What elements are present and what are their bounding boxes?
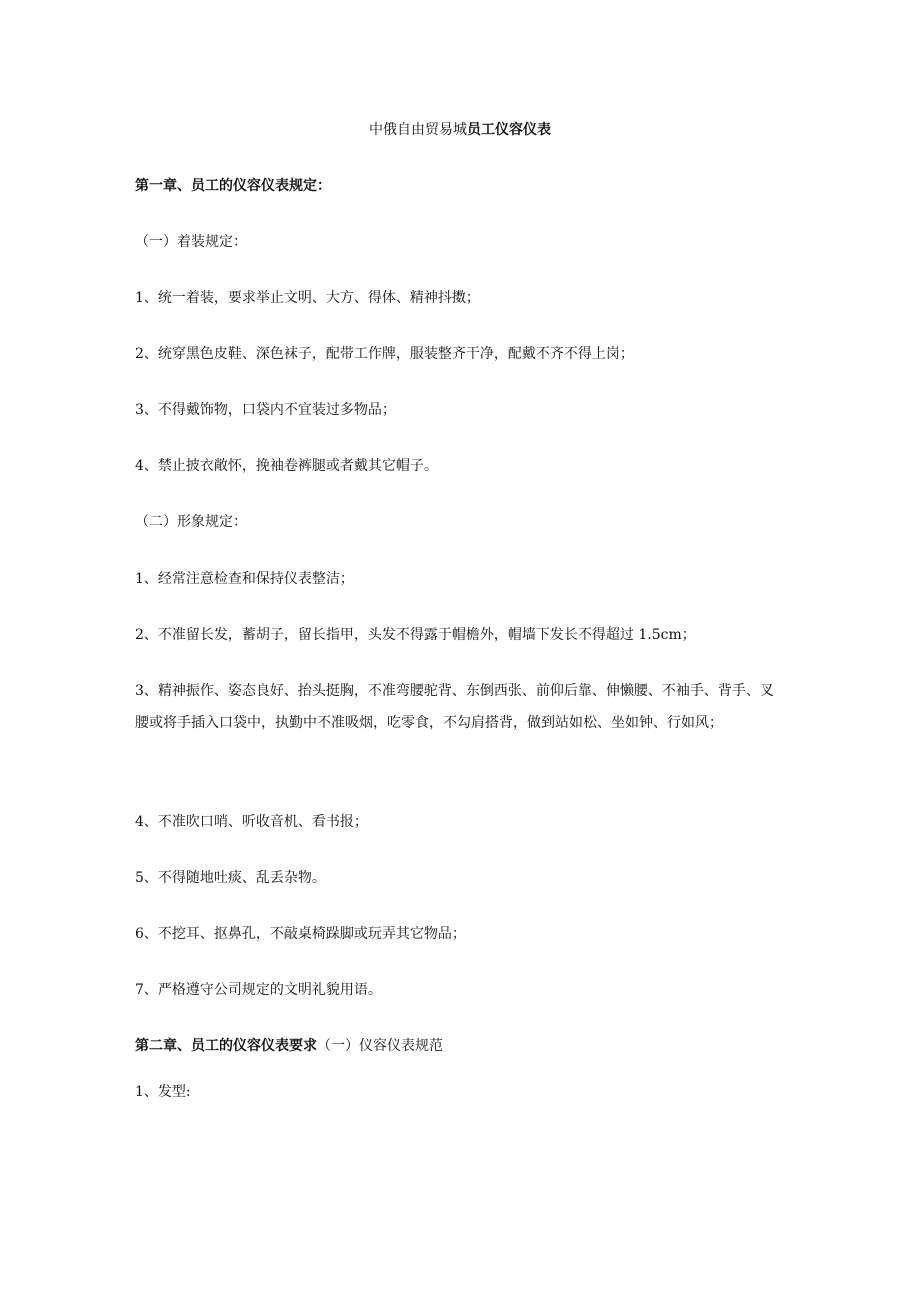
section-2-item-5: 5、不得随地吐痰、乱丢杂物。 bbox=[135, 870, 326, 886]
section-2-item-1: 1、经常注意检查和保持仪表整洁； bbox=[135, 571, 354, 587]
section-1-heading: （一）着装规定： bbox=[135, 234, 247, 250]
document-title bbox=[0, 120, 920, 140]
section-2-item-2: 2、不准留长发，蓄胡子，留长指甲，头发不得露于帽檐外，帽墙下发长不得超过 1.5cm； bbox=[135, 627, 696, 643]
section-2-item-3: 3、精神振作、姿态良好、抬头挺胸，不准弯腰驼背、东倒西张、前仰后靠、伸懒腰、不袖手、背手、叉腰或将手插入口袋中，执勤中不准吸烟，吃零食，不勾肩搭背，做到站如松、坐如钟、行如风； bbox=[135, 683, 774, 731]
section-1-item-1: 1、统一着装，要求举止文明、大方、得体、精神抖擞； bbox=[135, 290, 480, 306]
section-2-item-6: 6、不挖耳、抠鼻孔，不敲桌椅跺脚或玩弄其它物品； bbox=[135, 926, 466, 942]
title-normal: 中俄自由贸易城 bbox=[369, 122, 467, 138]
chapter-1-heading: 第一章、员工的仪容仪表规定： bbox=[135, 178, 331, 194]
section-2-heading: （二）形象规定： bbox=[135, 514, 247, 530]
hair-item: 1、发型: bbox=[135, 1084, 191, 1100]
section-2-item-7: 7、严格遵守公司规定的文明礼貌用语。 bbox=[135, 982, 382, 998]
section-1-item-3: 3、不得戴饰物，口袋内不宜装过多物品； bbox=[135, 402, 396, 418]
title-bold: 员工仪容仪表 bbox=[467, 122, 551, 138]
section-1-item-2: 2、统穿黑色皮鞋、深色袜子，配带工作牌，服装整齐干净，配戴不齐不得上岗； bbox=[135, 346, 634, 362]
chapter-2-heading bbox=[135, 1036, 443, 1056]
chapter-2-heading-bold: 第二章、员工的仪容仪表要求 bbox=[135, 1038, 317, 1054]
chapter-2-heading-normal: （一）仪容仪表规范 bbox=[317, 1038, 443, 1054]
section-1-item-4: 4、禁止披衣敞怀，挽袖卷裤腿或者戴其它帽子。 bbox=[135, 458, 438, 474]
section-2-item-4: 4、不准吹口哨、听收音机、看书报； bbox=[135, 814, 368, 830]
